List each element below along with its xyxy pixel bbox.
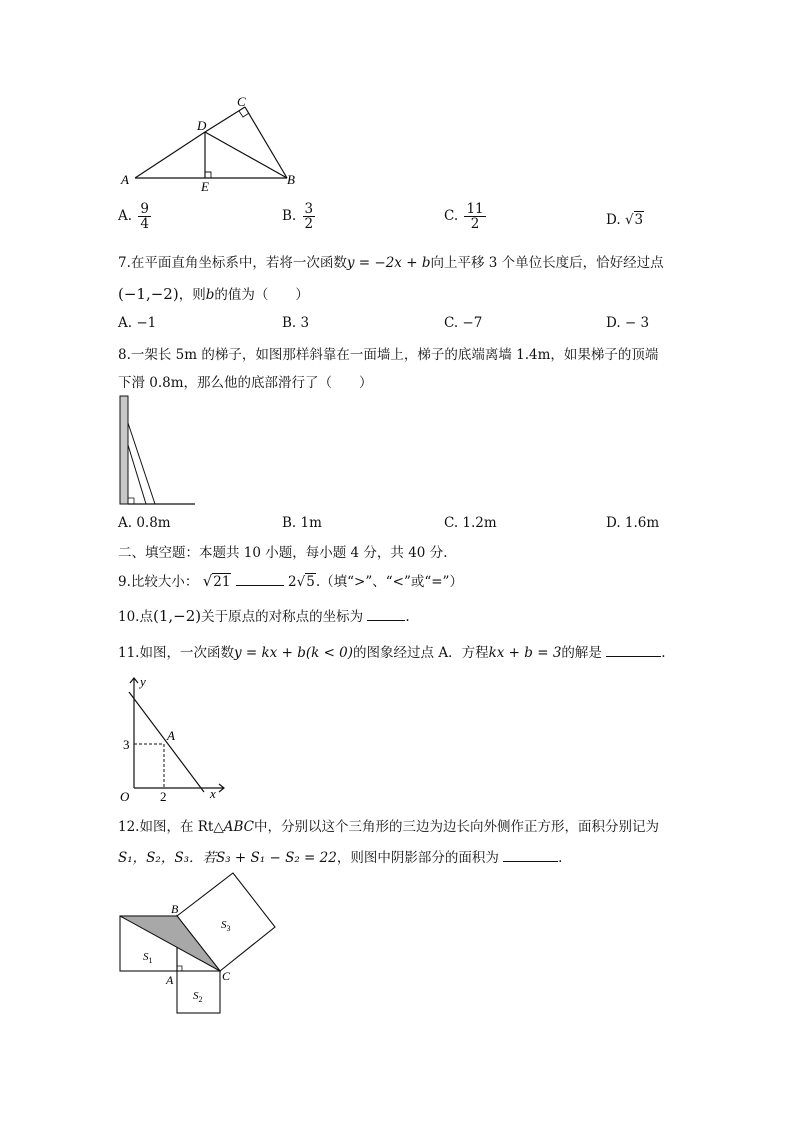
label-A: A bbox=[166, 973, 174, 987]
sqrt-symbol: √ bbox=[202, 572, 213, 590]
axis-label-x: x bbox=[210, 786, 216, 801]
q6-option-b[interactable]: B. $\frac{3}{2}$ bbox=[282, 201, 314, 233]
q7-option-c[interactable]: C. −7 bbox=[444, 315, 483, 331]
answer-blank[interactable] bbox=[606, 644, 661, 657]
axis-label-y: y bbox=[140, 674, 146, 689]
section-heading: 二、填空题：本题共 10 小题，每小题 4 分，共 40 分. bbox=[118, 545, 448, 561]
q7-option-a[interactable]: A. −1 bbox=[118, 315, 157, 331]
tick-label-2: 2 bbox=[160, 789, 167, 804]
sqrt-symbol: √ bbox=[624, 212, 634, 228]
label-C: C bbox=[237, 94, 246, 109]
label-D: D bbox=[197, 118, 207, 133]
label-S2: $S_2$ bbox=[193, 990, 203, 1004]
label-B: B bbox=[287, 172, 295, 187]
q10-line: 10.点(1,−2)关于原点的对称点的坐标为 . bbox=[118, 607, 410, 625]
triangle-figure-q6 bbox=[115, 90, 315, 195]
q8-option-d[interactable]: D. 1.6m bbox=[606, 515, 660, 531]
squares-figure-q12 bbox=[112, 868, 287, 1018]
q12-line2: S₁，S₂，S₃．若S₃ + S₁ − S₂ = 22，则图中阴影部分的面积为 . bbox=[118, 850, 563, 866]
q8-option-c[interactable]: C. 1.2m bbox=[444, 515, 497, 531]
origin-label: O bbox=[120, 789, 130, 804]
shaded-region bbox=[120, 916, 220, 971]
label-E: E bbox=[201, 179, 209, 194]
q12-line1: 12.如图，在 Rt△ABC中，分别以这个三角形的三边为边长向外侧作正方形，面积分别记为 bbox=[118, 819, 659, 835]
q8-option-b[interactable]: B. 1m bbox=[282, 515, 322, 531]
answer-blank[interactable] bbox=[503, 849, 558, 862]
q9-line: 9.比较大小： √21 2√5.（填“>”、“<”或“=”） bbox=[118, 572, 463, 590]
tick-label-3: 3 bbox=[123, 737, 130, 752]
q7-option-d[interactable]: D. − 3 bbox=[606, 315, 650, 331]
label-A: A bbox=[121, 172, 129, 187]
label-S3: $S_3$ bbox=[221, 919, 231, 933]
q6-option-c[interactable]: C. $\frac{11}{2}$ bbox=[444, 201, 484, 233]
fraction: $\frac{9}{4}$ bbox=[140, 201, 149, 233]
q8-line2: 下滑 0.8m，那么他的底部滑行了（ ） bbox=[118, 375, 373, 391]
answer-blank[interactable] bbox=[367, 608, 405, 621]
label-B: B bbox=[171, 902, 179, 916]
fraction: $\frac{11}{2}$ bbox=[466, 201, 484, 233]
fraction: $\frac{3}{2}$ bbox=[304, 201, 314, 233]
q7-line1: 7.在平面直角坐标系中，若将一次函数y = −2x + b向上平移 3 个单位长度后，恰好经过点 bbox=[118, 255, 664, 271]
label-S1: $S_1$ bbox=[143, 951, 153, 965]
answer-blank[interactable] bbox=[236, 573, 284, 586]
q11-line: 11.如图，一次函数y = kx + b(k < 0)的图象经过点 A．方程kx + b = 3的解是 . bbox=[118, 645, 666, 661]
q6-option-d[interactable]: D. √3 bbox=[606, 212, 644, 228]
point-label-A: A bbox=[167, 728, 175, 743]
q7-option-b[interactable]: B. 3 bbox=[282, 315, 310, 331]
graph-figure-q11 bbox=[112, 670, 242, 805]
label-C: C bbox=[222, 969, 231, 983]
q6-option-a[interactable]: A. $\frac{9}{4}$ bbox=[118, 201, 149, 233]
q7-line2: (−1,−2)，则b的值为（ ） bbox=[118, 285, 309, 303]
sqrt-symbol: √ bbox=[296, 574, 306, 590]
q8-line1: 8.一架长 5m 的梯子，如图那样斜靠在一面墙上，梯子的底端离墙 1.4m，如果梯子的顶端 bbox=[118, 347, 659, 363]
q8-option-a[interactable]: A. 0.8m bbox=[118, 515, 171, 531]
ladder-figure-q8 bbox=[115, 393, 200, 508]
